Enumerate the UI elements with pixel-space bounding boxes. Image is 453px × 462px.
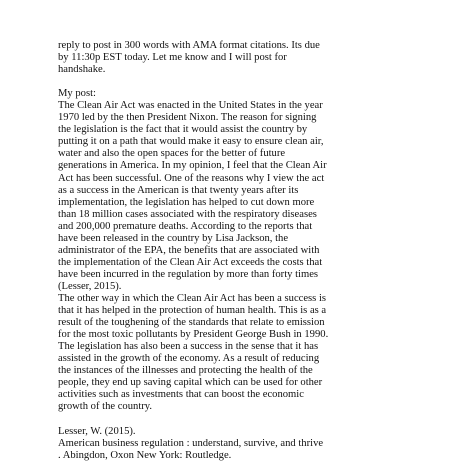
text-line: as a success in the American is that twenty years after its <box>58 184 299 196</box>
text-line: than 18 million cases associated with the respiratory diseases <box>58 208 317 220</box>
text-line: The Clean Air Act was enacted in the United States in the year <box>58 100 323 112</box>
intro-text <box>58 40 438 76</box>
text-line: implementation, the legislation has helped to cut down more <box>58 196 315 208</box>
text-line: growth of the country. <box>58 401 153 413</box>
text-line: assisted in the growth of the economy. As a result of reducing <box>58 353 320 365</box>
text-line: by 11:30p EST today. Let me know and I will post for <box>58 52 287 64</box>
text-line: result of the toughening of the standards that relate to emission <box>58 317 325 329</box>
paragraph-gap <box>58 413 438 425</box>
text-line: administrator of the EPA, the benefits that are associated with <box>58 244 320 256</box>
text-line: have been released in the country by Lisa Jackson, the <box>58 232 289 244</box>
text-line: The other way in which the Clean Air Act has been a success is <box>58 292 327 304</box>
post-paragraph-1 <box>58 100 438 293</box>
post-heading: My post: <box>58 88 96 100</box>
reference-line: . Abingdon, Oxon New York: Routledge. <box>58 449 232 461</box>
text-line: handshake. <box>58 64 106 76</box>
text-line: activities such as investments that can boost the economic <box>58 389 304 401</box>
text-line: and 200,000 premature deaths. According to the reports that <box>58 220 313 232</box>
paragraph-gap <box>58 76 438 88</box>
text-line: putting it on a path that would make it easy to ensure clean air, <box>58 136 324 148</box>
text-line: reply to post in 300 words with AMA format citations. Its due <box>58 40 320 51</box>
text-line: the instances of the illnesses and protecting the health of the <box>58 365 313 377</box>
text-line: for the most toxic pollutants by President George Bush in 1990. <box>58 329 329 341</box>
reference-entry <box>58 426 438 462</box>
text-line: generations in America. In my opinion, I feel that the Clean Air <box>58 160 327 172</box>
text-line: the implementation of the Clean Air Act exceeds the costs that <box>58 256 323 268</box>
reference-line: American business regulation : understand, survive, and thrive <box>58 437 324 449</box>
text-line: have been incurred in the regulation by more than forty times <box>58 268 319 280</box>
text-line: people, they end up saving capital which can be used for other <box>58 377 323 389</box>
text-line: Act has been successful. One of the reasons why I view the act <box>58 172 325 184</box>
text-line: 1970 led by the then President Nixon. The reason for signing <box>58 112 317 124</box>
text-line: The legislation has also been a success in the sense that it has <box>58 341 319 353</box>
text-line: that it has helped in the protection of human health. This is as a <box>58 305 327 317</box>
post-paragraph-2 <box>58 293 438 413</box>
text-line: water and also the open spaces for the better of future <box>58 148 286 160</box>
text-line: the legislation is the fact that it would assist the country by <box>58 124 308 136</box>
document-page <box>58 40 438 462</box>
reference-line: Lesser, W. (2015). <box>58 425 136 437</box>
text-line: (Lesser, 2015). <box>58 280 122 292</box>
